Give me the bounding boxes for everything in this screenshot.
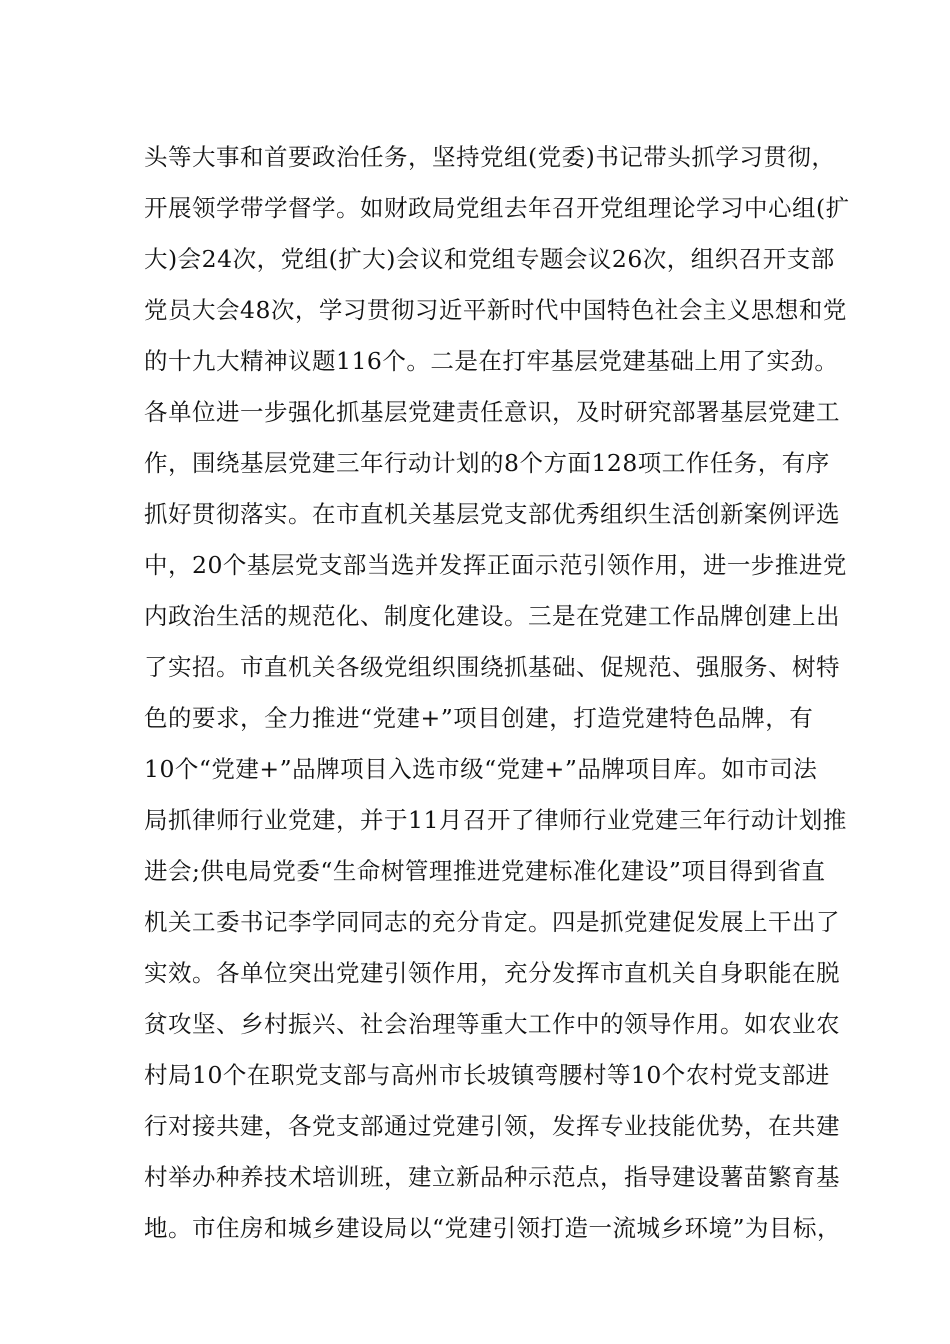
text-line: 作，围绕基层党建三年行动计划的8个方面128项工作任务，有序: [144, 449, 830, 477]
text-line: 大)会24次，党组(扩大)会议和党组专题会议26次，组织召开支部: [144, 245, 835, 273]
text-line: 了实招。市直机关各级党组织围绕抓基础、促规范、强服务、树特: [144, 653, 840, 681]
text-line: 抓好贯彻落实。在市直机关基层党支部优秀组织生活创新案例评选: [144, 500, 840, 528]
text-line: 贫攻坚、乡村振兴、社会治理等重大工作中的领导作用。如农业农: [144, 1010, 840, 1038]
text-line: 村局10个在职党支部与高州市长坡镇弯腰村等10个农村党支部进: [144, 1061, 830, 1089]
text-line: 10个“党建+”品牌项目入选市级“党建+”品牌项目库。如市司法: [144, 755, 818, 783]
body-paragraph: [144, 132, 850, 1254]
text-line: 中，20个基层党支部当选并发挥正面示范引领作用，进一步推进党: [144, 551, 847, 579]
text-line: 开展领学带学督学。如财政局党组去年召开党组理论学习中心组(扩: [144, 194, 850, 222]
text-line: 党员大会48次，学习贯彻习近平新时代中国特色社会主义思想和党: [144, 296, 847, 324]
text-line: 局抓律师行业党建，并于11月召开了律师行业党建三年行动计划推: [144, 806, 847, 834]
text-line: 各单位进一步强化抓基层党建责任意识，及时研究部署基层党建工: [144, 398, 840, 426]
text-line: 进会;供电局党委“生命树管理推进党建标准化建设”项目得到省直: [144, 857, 826, 885]
text-line: 的十九大精神议题116个。二是在打牢基层党建基础上用了实劲。: [144, 347, 839, 375]
text-line: 色的要求，全力推进“党建+”项目创建，打造党建特色品牌，有: [144, 704, 814, 732]
text-line: 内政治生活的规范化、制度化建设。三是在党建工作品牌创建上出: [144, 602, 840, 630]
text-line: 村举办种养技术培训班，建立新品种示范点，指导建设薯苗繁育基: [144, 1163, 840, 1191]
text-line: 行对接共建，各党支部通过党建引领，发挥专业技能优势，在共建: [144, 1112, 840, 1140]
text-line: 机关工委书记李学同同志的充分肯定。四是抓党建促发展上干出了: [144, 908, 840, 936]
text-line: 头等大事和首要政治任务，坚持党组(党委)书记带头抓学习贯彻，: [144, 143, 836, 171]
text-line: 实效。各单位突出党建引领作用，充分发挥市直机关自身职能在脱: [144, 959, 840, 987]
text-line: 地。市住房和城乡建设局以“党建引领打造一流城乡环境”为目标，: [144, 1214, 842, 1242]
